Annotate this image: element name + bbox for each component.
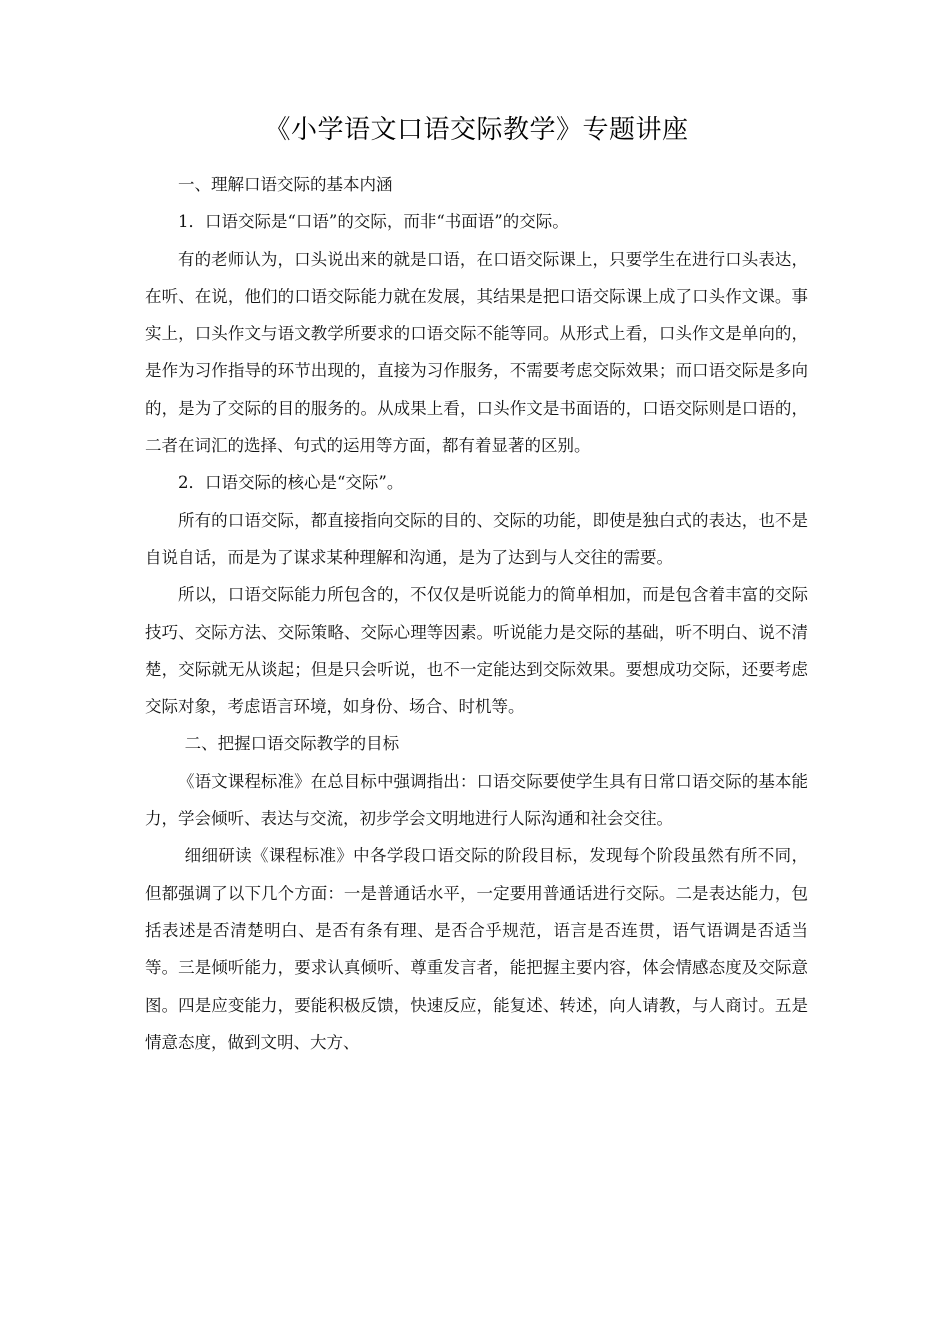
subheading-1-2: 2．口语交际的核心是“交际”。 xyxy=(178,473,404,493)
paragraph: 所有的口语交际，都直接指向交际的目的、交际的功能，即使是独白式的表达，也不是自说自话，而是为了谋求某种理解和沟通，是为了达到与人交往的需要。 xyxy=(145,510,808,567)
paragraph: 《语文课程标准》在总目标中强调指出：口语交际要使学生具有日常口语交际的基本能力，学会倾听、表达与交流，初步学会文明地进行人际沟通和社会交往。 xyxy=(145,771,808,829)
subheading-1-1: 1．口语交际是“口语”的交际，而非“书面语”的交际。 xyxy=(178,212,569,232)
paragraph: 所以，口语交际能力所包含的，不仅仅是听说能力的简单相加，而是包含着丰富的交际技巧、交际方法、交际策略、交际心理等因素。听说能力是交际的基础，听不明白、说不清楚，交际就无从谈起；但是只会听说，也不一定能达到交际效果。要想成功交际，还要考虑交际对象，考虑语言环境，如身份、场合、时机等。 xyxy=(145,585,808,717)
section-heading-2: 二、把握口语交际教学的目标 xyxy=(184,734,400,754)
paragraph: 细细研读《课程标准》中各学段口语交际的阶段目标，发现每个阶段虽然有所不同，但都强调了以下几个方面：一是普通话水平，一定要用普通话进行交际。二是表达能力，包括表述是否清楚明白、是否有条有理、是否合乎规范，语言是否连贯，语气语调是否适当等。三是倾听能力，要求认真倾听、尊重发言者，能把握主要内容，体会情感态度及交际意图。四是应变能力，要能积极反馈，快速反应，能复述、转述，向人请教，与人商讨。五是情意态度，做到文明、大方、 xyxy=(145,846,808,1052)
paragraph: 有的老师认为，口头说出来的就是口语，在口语交际课上，只要学生在进行口头表达，在听、在说，他们的口语交际能力就在发展，其结果是把口语交际课上成了口头作文课。事实上，口头作文与语文教学所要求的口语交际不能等同。从形式上看，口头作文是单向的，是作为习作指导的环节出现的，直接为习作服务，不需要考虑交际效果；而口语交际是多向的，是为了交际的目的服务的。从成果上看，口头作文是书面语的，口语交际则是口语的，二者在词汇的选择、句式的运用等方面，都有着显著的区别。 xyxy=(145,249,808,456)
document-page xyxy=(145,112,808,1061)
section-heading-1: 一、理解口语交际的基本内涵 xyxy=(178,175,393,194)
document-title: 《小学语文口语交际教学》专题讲座 xyxy=(264,115,689,145)
